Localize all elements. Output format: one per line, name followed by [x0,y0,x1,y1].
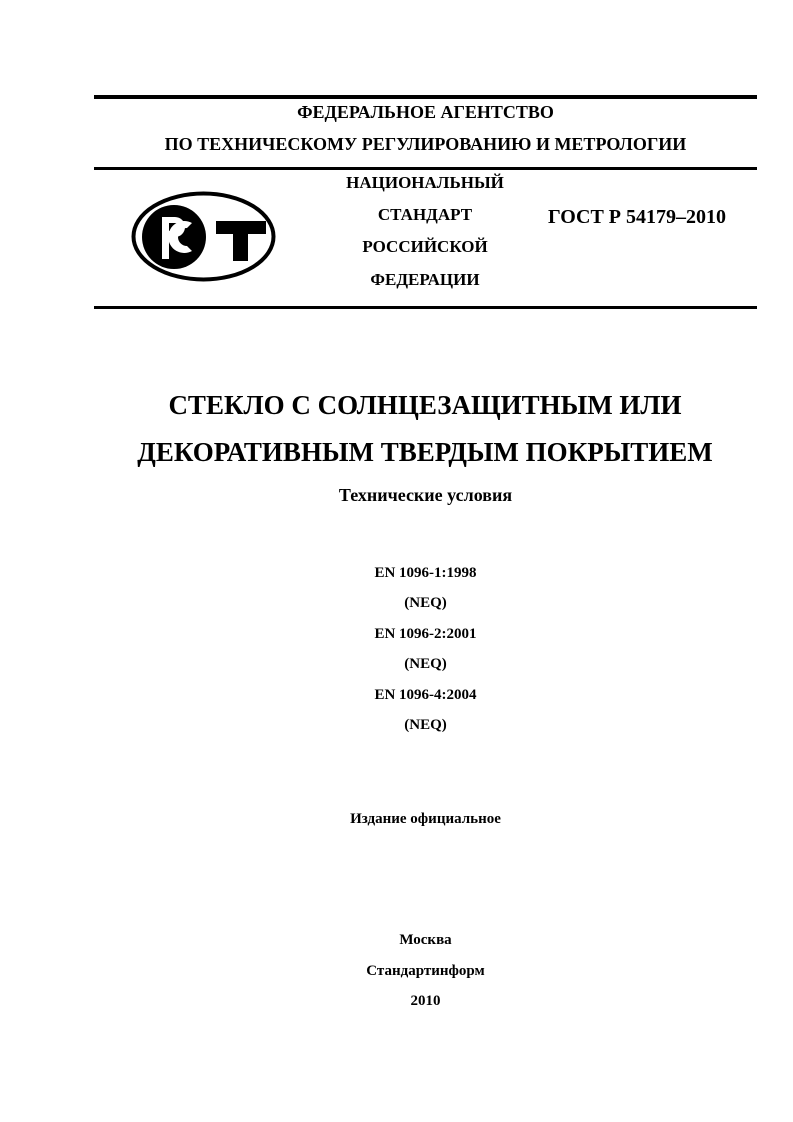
reference-equivalence: (NEQ) [404,716,447,733]
reference-standard: EN 1096-1:1998 [374,565,477,581]
official-edition-label: Издание официальное [350,811,501,827]
agency-name-line-2: ПО ТЕХНИЧЕСКОМУ РЕГУЛИРОВАНИЮ И МЕТРОЛОГИИ [164,134,687,154]
national-standard-line-4: ФЕДЕРАЦИИ [370,270,480,289]
imprint-publisher: Стандартинформ [366,963,485,979]
imprint-city: Москва [399,932,452,948]
national-standard-line-2: СТАНДАРТ [377,205,473,224]
document-title-line-1: СТЕКЛО С СОЛНЦЕЗАЩИТНЫМ ИЛИ [168,390,682,420]
imprint-year: 2010 [410,993,441,1009]
national-standard-line-1: НАЦИОНАЛЬНЫЙ [346,173,504,192]
reference-standards-list [94,563,757,745]
document-subtitle: Технические условия [338,485,513,505]
national-standard-line-3: РОССИЙСКОЙ [362,237,488,256]
reference-equivalence: (NEQ) [404,595,447,612]
standard-designation: ГОСТ Р 54179–2010 [548,206,727,228]
reference-equivalence: (NEQ) [404,656,447,673]
header-middle-rule [94,167,757,170]
reference-standard: EN 1096-4:2004 [374,686,477,703]
document-title-line-2: ДЕКОРАТИВНЫМ ТВЕРДЫМ ПОКРЫТИЕМ [137,437,713,467]
gost-r-logo-icon [130,190,277,283]
header-top-rule [94,95,757,99]
header-bottom-rule [94,306,757,309]
agency-name-line-1: ФЕДЕРАЛЬНОЕ АГЕНТСТВО [297,102,554,122]
reference-standard: EN 1096-2:2001 [374,625,477,642]
